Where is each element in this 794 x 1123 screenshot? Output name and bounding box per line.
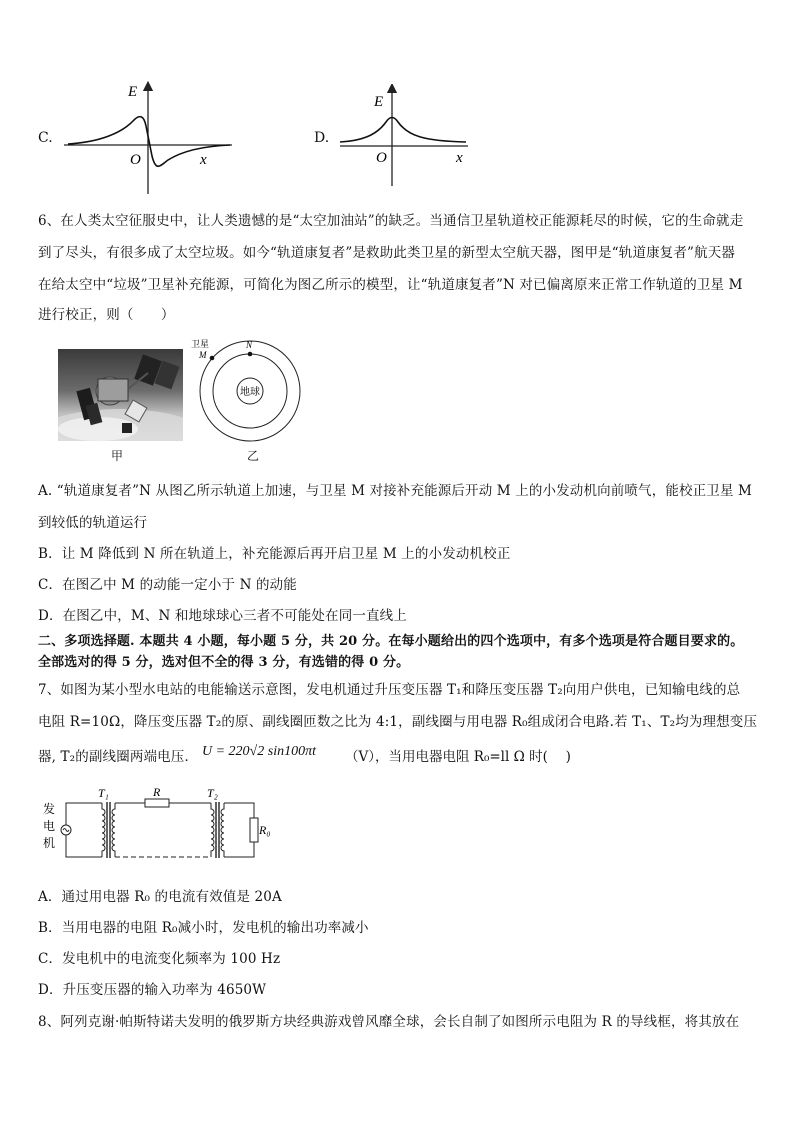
q6-option-a-1: A. “轨道康复者”N 从图乙所示轨道上加速，与卫星 M 对接补充能源后开动 M 上的小发动机向前喷气，能校正卫星 M [38,483,753,499]
q6-option-b: B．让 M 降低到 N 所在轨道上，补充能源后再开启卫星 M 上的小发动机校正 [38,546,511,562]
q8-line-1: 8、阿列克谢·帕斯特诺夫发明的俄罗斯方块经典游戏曾风靡全球，会长自制了如图所示电阻为 R 的导线框，将其放在 [38,1014,740,1030]
svg-text:T₁: T₁ [98,786,109,800]
q7-line-3a: 器, T₂的副线圈两端电压． [38,749,199,765]
graph-d-x-label: x [456,150,463,166]
graph-d-origin: O [376,150,387,166]
q6-option-a-2: 到较低的轨道运行 [38,515,148,531]
graph-d-y-label: E [374,94,384,110]
q7-option-a: A．通过用电器 R₀ 的电流有效值是 20A [38,889,282,905]
graph-d [336,84,476,188]
earth-label: 地球 [240,387,260,398]
q6-line-1: 6、在人类太空征服史中，让人类遗憾的是“太空加油站”的缺乏。当通信卫星轨道校正能源耗尽的时候，它的生命就走 [38,213,744,229]
q6-line-2: 到了尽头，有很多成了太空垃圾。如今“轨道康复者”是救助此类卫星的新型太空航天器，图甲是“轨道康复者”航天器 [38,245,736,261]
resistor-r [145,799,169,807]
resistor-r0 [250,818,258,842]
graph-c-origin: O [130,152,141,168]
q7-circuit-diagram [40,786,280,862]
figure-yi-caption: 乙 [247,449,260,463]
figure-jia-caption: 甲 [111,449,124,463]
option-d-label: D. [314,130,330,146]
q7-line-3b: （V），当用电器电阻 R₀=ll Ω 时( ) [345,749,571,765]
svg-text:T₂: T₂ [207,786,218,800]
svg-text:机: 机 [43,836,56,850]
option-c-label: C. [38,130,53,146]
q7-line-2: 电阻 R=10Ω，降压变压器 T₂的原、副线圈匝数之比为 4:1，副线圈与用电器 R₀组成闭合电路.若 T₁、T₂均为理想变压 [38,714,758,730]
q7-formula: U = 220√2 sin100πt [202,744,316,759]
svg-text:R: R [153,786,161,799]
q7-option-c: C．发电机中的电流变化频率为 100 Hz [38,951,281,967]
q7-line-1: 7、如图为某小型水电站的电能输送示意图，发电机通过升压变压器 T₁和降压变压器 T₂向用户供电，已知输电线的总 [38,682,741,698]
q6-line-4: 进行校正，则（ ） [38,307,175,323]
svg-text:R₀: R₀ [259,823,271,837]
q6-option-c: C．在图乙中 M 的动能一定小于 N 的动能 [38,577,297,593]
section2-line-1: 二、多项选择题. 本题共 4 小题，每小题 5 分，共 20 分。在每小题给出的四个选项中，有多个选项是符合题目要求的。 [38,634,744,649]
q6-option-d: D．在图乙中，M、N 和地球球心三者不可能处在同一直线上 [38,608,407,624]
satellite-m-dot [210,356,215,361]
graph-c [60,78,240,196]
section2-line-2: 全部选对的得 5 分，选对但不全的得 3 分，有选错的得 0 分。 [38,655,410,670]
svg-text:电: 电 [43,819,56,833]
satellite-label: 卫星 [191,339,210,349]
svg-text:发: 发 [43,802,56,816]
figure-yi-orbits [190,336,312,448]
q7-option-b: B．当用电器的电阻 R₀减小时，发电机的输出功率减小 [38,920,369,936]
graph-d-curve [340,118,466,143]
figure-jia-photo [58,349,183,441]
graph-c-y-label: E [128,84,138,100]
m-label: M [199,350,207,360]
q6-line-3: 在给太空中“垃圾”卫星补充能源，可简化为图乙所示的模型，让“轨道康复者”N 对已偏离原来正常工作轨道的卫星 M [38,277,743,293]
n-label: N [246,340,253,350]
graph-c-x-label: x [200,152,207,168]
satellite-n-dot [248,352,253,357]
q7-option-d: D．升压变压器的输入功率为 4650W [38,982,267,998]
satellite-icon [58,349,183,441]
